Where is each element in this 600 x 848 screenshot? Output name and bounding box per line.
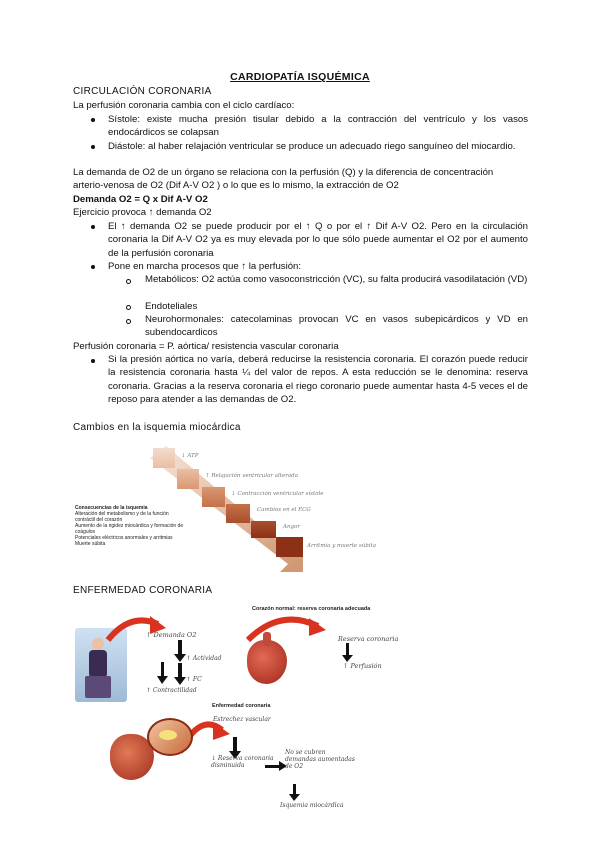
heart-aorta <box>263 632 271 646</box>
label-reserva-coronaria: Reserva coronaria <box>338 635 399 643</box>
cascade-label-5: Angor <box>283 524 300 530</box>
bullet-sistole: Sístole: existe mucha presión tisular debido a la contracción del ventrículo y los vasos endocárdicos se colapsan <box>108 114 528 139</box>
demanda-line2: arterio-venosa de O2 (Dif A-V O2 ) o lo que es lo mismo, la extracción de O2 <box>73 180 399 191</box>
perfusion-formula: Perfusión coronaria = P. aórtica/ resistencia vascular coronaria <box>73 341 339 352</box>
bullet-ejercicio-1: El ↑ demanda O2 se puede producir por el ↑ Q o por el ↑ Dif A-V O2. Pero en la circulación coronaria la Dif A-V O2 ya es muy elevada por lo que sólo puede aumentar el O2 por el aumento de la perfusión coronaria <box>108 221 528 259</box>
sub-bullet-neurohormonales: Neurohormonales: catecolaminas provocan VC en vasos subepicárdicos y VD en subendocardicos <box>145 314 528 339</box>
consequence-item: Aumento de la rigidez miocárdica y formación de coágulos <box>75 523 184 535</box>
ejercicio-text: Ejercicio provoca ↑ demanda O2 <box>73 207 212 218</box>
sub-bullet-metabolicos: Metabólicos: O2 actúa como vasoconstricción (VC), su falta producirá vasodilatación (VD) <box>145 274 528 285</box>
note-demanda: ↑ Demanda O2 <box>146 631 197 639</box>
note-fc: ↑ FC <box>186 676 202 683</box>
bullet-diastole: Diástole: al haber relajación ventricular se produce un adecuado riego sanguíneo del miocardio. <box>108 141 516 152</box>
section-heading-enfermedad: ENFERMEDAD CORONARIA <box>73 585 213 596</box>
cascade-label-4: Cambios en el ECG <box>257 507 311 513</box>
note-contractilidad: ↑ Contractilidad <box>146 687 197 694</box>
cascade-label-1: ↓ ATP <box>181 453 199 459</box>
cascade-label-2: ↑ Relajación ventricular alterada <box>205 473 298 479</box>
note-no-cubren: No se cubren demandas aumentadas de O2 <box>285 749 355 770</box>
consequence-item: Alteración del metabolismo y de la función contráctil del corazón <box>75 511 169 523</box>
section-heading-cambios: Cambios en la isquemia miocárdica <box>73 422 241 433</box>
plaque <box>159 730 177 740</box>
heart-shape <box>247 640 287 684</box>
intro-text: La perfusión coronaria cambia con el ciclo cardíaco: <box>73 100 295 111</box>
demanda-line1: La demanda de O2 de un órgano se relaciona con la perfusión (Q) y la diferencia de concentración <box>73 167 494 178</box>
consequence-item: Potenciales eléctricos anormales y arritmias <box>75 535 173 541</box>
bullet-ejercicio-2: Pone en marcha procesos que ↑ la perfusión: <box>108 261 302 272</box>
page-title: CARDIOPATÍA ISQUÉMICA <box>230 71 370 83</box>
note-estrechez: Estrechez vascular <box>213 716 271 723</box>
normal-heart-title: Corazón normal: reserva coronaria adecuada <box>252 606 371 612</box>
narrowed-vessel <box>147 718 193 756</box>
note-reserva-disminuida: ↓ Reserva coronaria disminuida <box>211 755 274 769</box>
consequence-item: Muerte súbita <box>75 541 106 547</box>
note-actividad: ↑ Actividad <box>186 655 222 662</box>
cascade-label-6: Arritmia y muerte súbita <box>307 543 377 549</box>
heart-illustration <box>243 632 293 686</box>
section-heading-circulacion: CIRCULACIÓN CORONARIA <box>73 86 212 97</box>
note-isquemia: Isquemia miocárdica <box>280 802 344 809</box>
bullet-reserva-coronaria: Si la presión aórtica no varía, deberá reducirse la resistencia coronaria. El corazón puede reducir la resistencia coronaria hasta ¼ del valor de repos. A esta reducción se le denomina: reserva coronaria. Gracias a la reserva coronaria el riego coronario puede aumentar hasta 4-5 veces el de reposo para atender a las demandas de O2. <box>108 354 528 405</box>
disease-title: Enfermedad coronaria <box>212 703 271 709</box>
cascade-label-3: ↓ Contracción ventricular sístole <box>231 491 324 497</box>
formula-demanda: Demanda O2 = Q x Dif A-V O2 <box>73 194 208 205</box>
sub-bullet-endoteliales: Endoteliales <box>145 301 198 312</box>
label-perfusion: ↑ Perfusión <box>343 662 382 670</box>
consequences-title: Consecuencias de la isquemia <box>75 505 148 511</box>
